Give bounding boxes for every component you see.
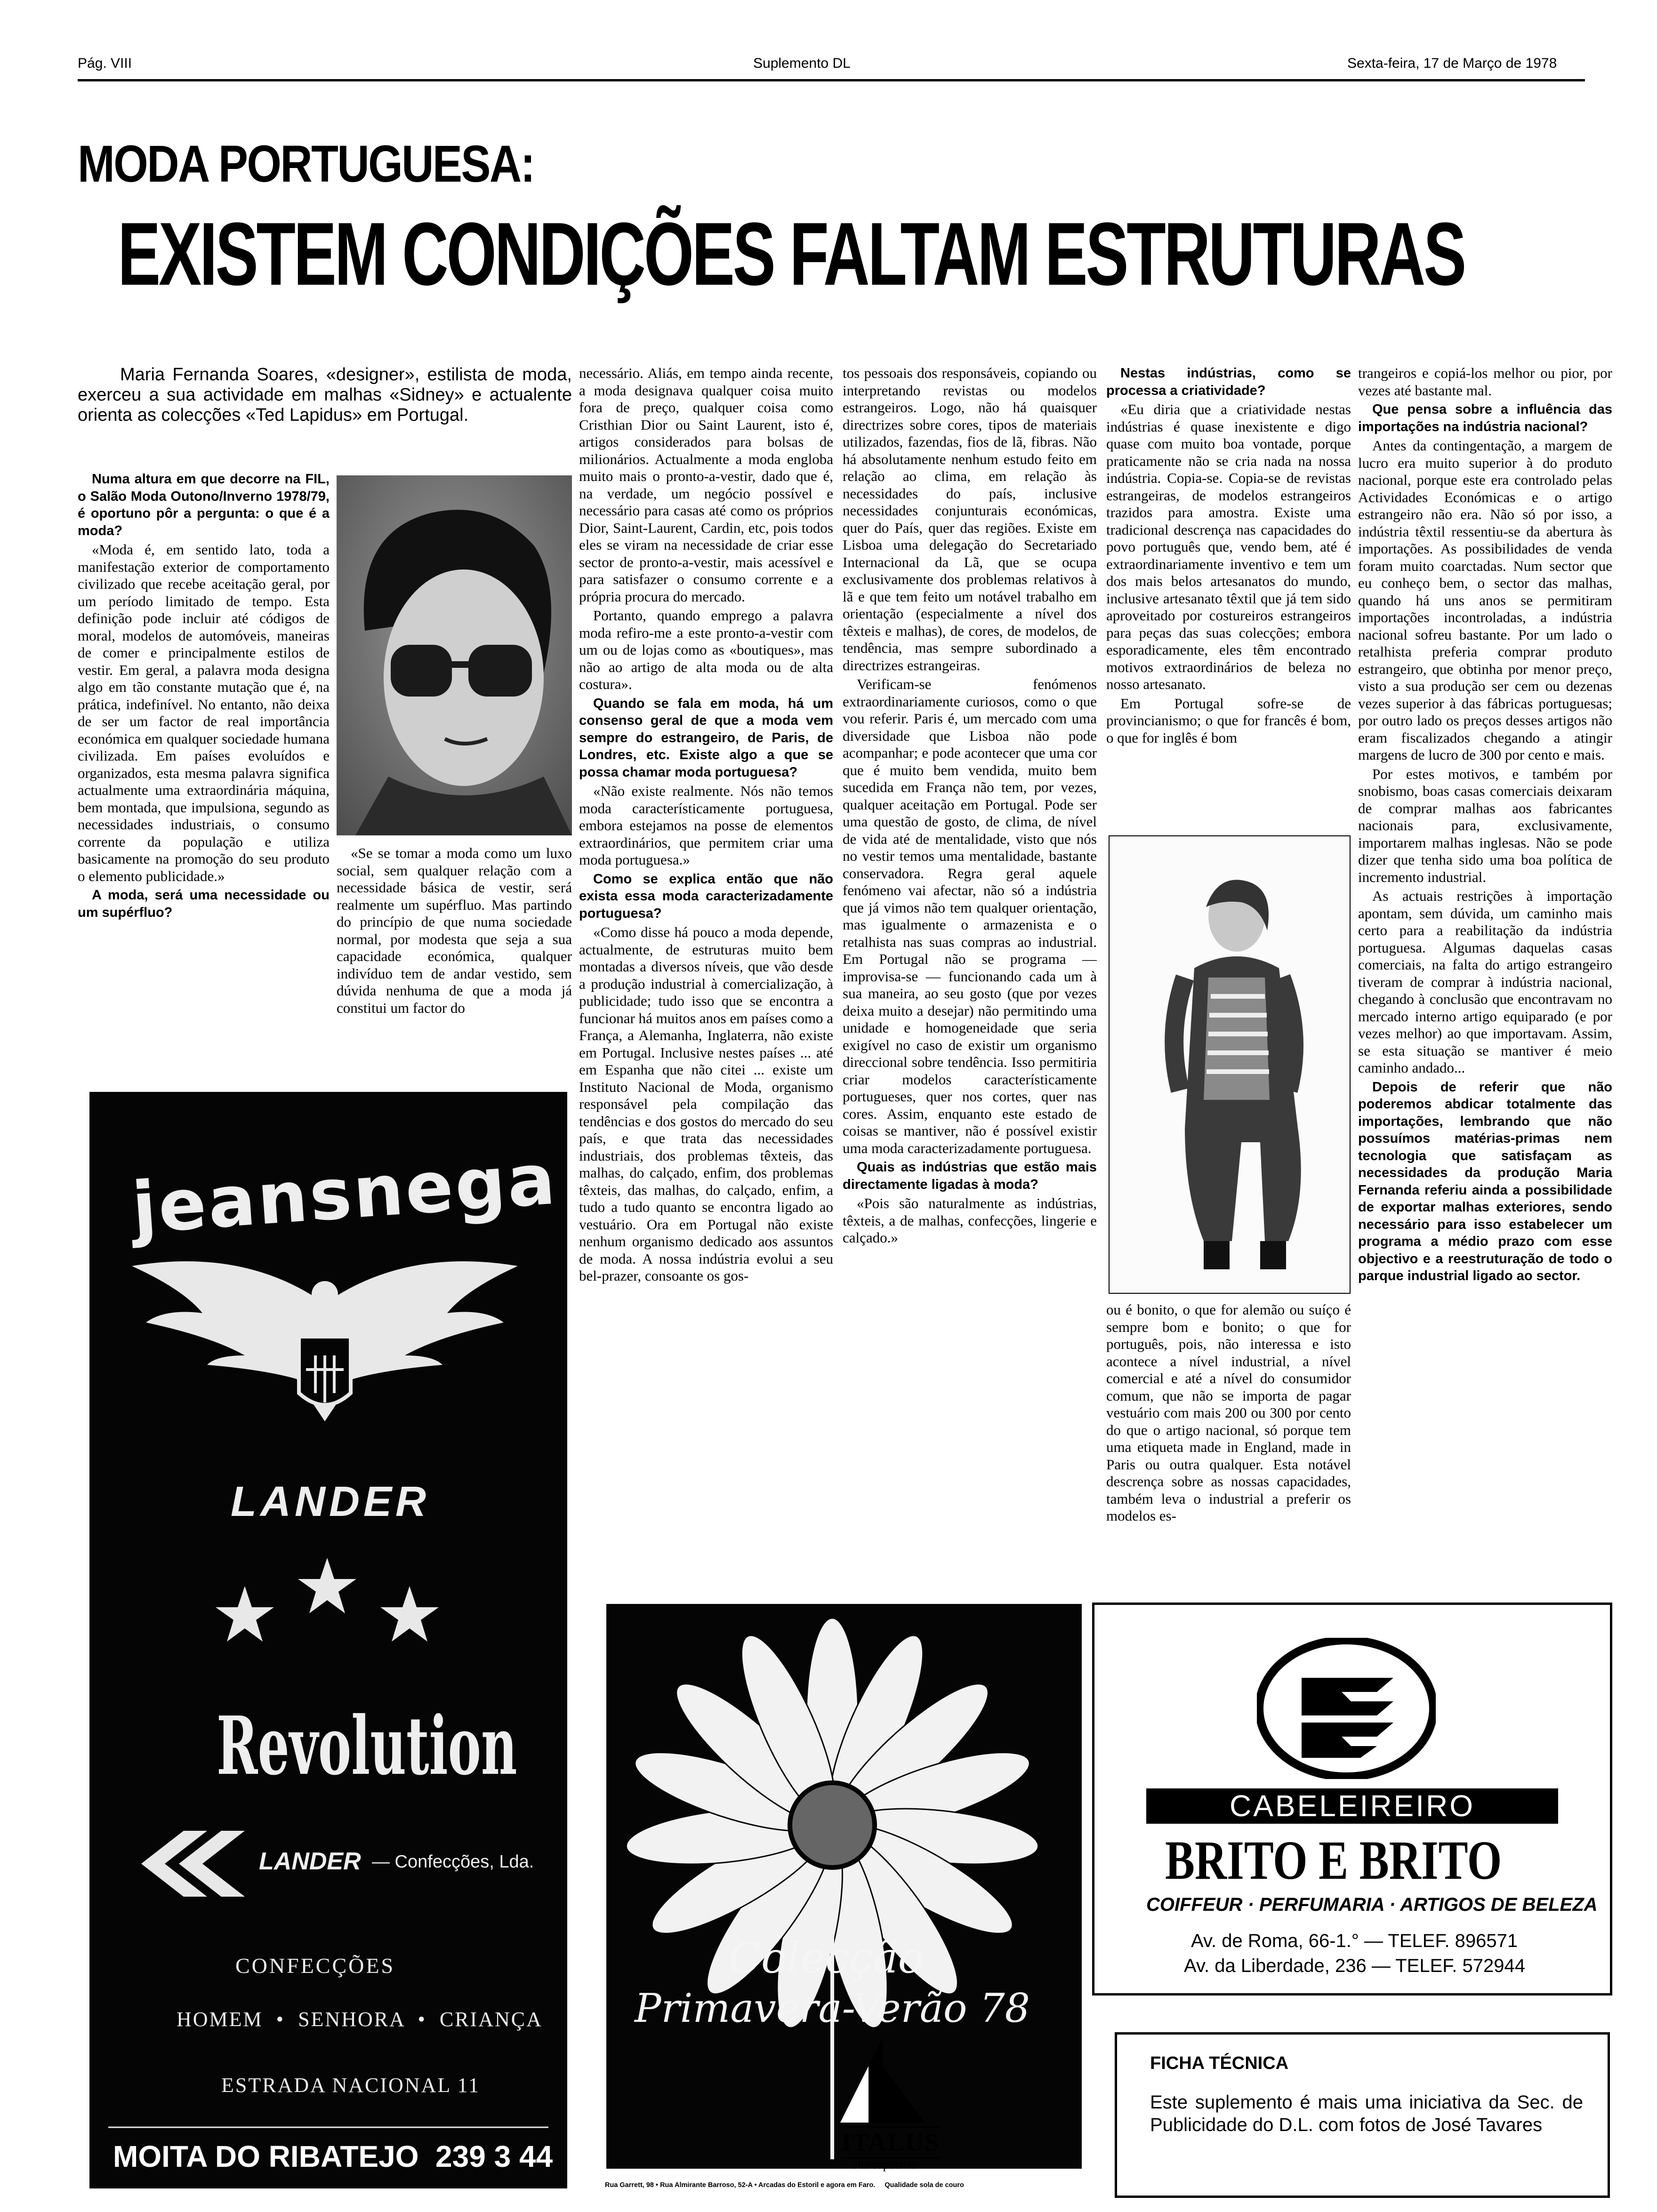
credits-text: Este suplemento é mais uma iniciativa da Sec. de Publicidade do D.L. com fotos de José Tavares xyxy=(1150,2092,1583,2135)
lander-wordmark-small: LANDER xyxy=(259,1848,361,1875)
article-column-2 xyxy=(337,845,572,1052)
credits-title: FICHA TÉCNICA xyxy=(1150,2053,1289,2073)
interview-question: Como se explica então que não exista essa moda caracterizadamente portuguesa? xyxy=(579,871,833,921)
salon-category-banner: CABELEIREIRO xyxy=(1146,1788,1558,1824)
address-road: ESTRADA NACIONAL 11 xyxy=(221,2074,480,2097)
article-paragraph: Portanto, quando emprego a palavra moda refiro-me a este pronto-a-vestir com um ou de lojas como as «boutiques», mas não ao artigo de alta moda ou de alta costura». xyxy=(579,607,833,692)
salon-monogram-icon xyxy=(1257,1638,1436,1779)
credits-box xyxy=(1115,2032,1610,2198)
interview-question: Quais as indústrias que estão mais directamente ligadas à moda? xyxy=(843,1160,1097,1192)
article-column-5-bottom xyxy=(1106,1301,1351,1565)
article-column-5-top xyxy=(1106,365,1351,826)
italus-tagline: alta sapataria xyxy=(852,2158,917,2172)
header-rule xyxy=(78,79,1585,81)
article-column-4 xyxy=(843,365,1097,1588)
lander-logo-icon xyxy=(141,1831,245,1897)
article-paragraph: Antes da contingentação, a margem de lucro era muito superior à do produto nacional, porque este era controlado pelas Actividades Económicas e o artigo estrangeiro não era. Não só por isso, a indústria têxtil ressentiu-se da abertura às importações. As possibilidades de venda foram muito coarctadas. Num sector que eu conheço bem, o sector das malhas, quando há uns anos se permitiram importações incontroladas, a indústria nacional sofreu bastante. Por um lado o retalhista preferia comprar produto estrangeiro, que obtinha por menor preço, visto a sua produção ser cem ou dezenas vezes superior à das fábricas portuguesas; por outro lado os preços desses artigos não eram fiscalizados chegando a atingir margens de lucro de 300 por cento e mais. xyxy=(1358,437,1612,763)
supplement-label: Suplemento DL xyxy=(753,56,851,71)
star-icons xyxy=(216,1558,439,1642)
ad-jeans xyxy=(89,1092,567,2188)
interview-question: Depois de referir que não poderemos abdicar totalmente das importações, lembrando que não possuímos matérias-primas nem tecnologia que satisfaçam as necessidades da produção Maria Fernanda referiu ainda a possibilidade de exportar malhas exteriores, sendo necessário para isso estabelecer um programa a médio prazo com esse objectivo e a reestruturação de todo o parque industrial ligado ao sector. xyxy=(1358,1079,1612,1283)
interview-question: Que pensa sobre a influência das importações na indústria nacional? xyxy=(1358,402,1612,434)
article-column-1 xyxy=(78,471,330,1050)
salon-address-1: Av. de Roma, 66-1.° — TELEF. 896571 xyxy=(1191,1931,1518,1951)
lander-wordmark: LANDER xyxy=(231,1478,430,1525)
article-paragraph: necessário. Aliás, em tempo ainda recente, a moda designava qualquer coisa muito fora de preço, qualquer coisa como Cristhian Dior ou Saint Laurent, isto é, artigos considerados para bolsas de milionários. Actualmente a moda engloba muito mais o pronto-a-vestir, dado que é, na verdade, um negócio possível e necessário para casas até como os próprios Dior, Saint-Laurent, Cardin, etc, pois todos eles se viram na necessidade de criar esse sector de pronto-a-vestir, mais acessível e para satisfazer o consumo corrente e a própria procura do mercado. xyxy=(579,365,833,605)
revolution-wordmark: Revolution xyxy=(217,1699,517,1793)
article-paragraph: ou é bonito, o que for alemão ou suíço é sempre bom e bonito; o que for português, pois, não interessa e isto acontece a nível industrial, a nível comercial e até a nível do consumidor comum, que não se importa de pagar vestuário com mais 200 ou 300 por cento do que o artigo nacional, só porque tem uma etiqueta made in England, made in Paris ou outra qualquer. Esta notável descrença sobre as nossas capacidades, também leva o industrial a preferir os modelos es- xyxy=(1106,1301,1351,1524)
ad-salon xyxy=(1092,1603,1612,1996)
company-name: — Confecções, Lda. xyxy=(372,1852,534,1872)
issue-date: Sexta-feira, 17 de Março de 1978 xyxy=(1347,56,1557,71)
portrait-photo xyxy=(337,475,572,835)
article-paragraph: Verificam-se fenómenos extraordinariamente curiosos, como o que vou referir. Paris é, um mercado com uma diversidade que Lisboa não pode acompanhar; e pode acontecer que uma cor que é muito bem vendida, muito bem sucedida em França não tem, por vezes, qualquer aceitação em Portugal. Pode ser uma questão de gosto, de clima, de nível de vida até de mentalidade, visto que nós no vestir temos uma mentalidade, bastante conservadora. Regra geral aquele fenómeno vai afectar, não só a indústria que já vimos não tem qualquer orientação, mas igualmente o armazenista e o retalhista nas suas compras ao industrial. Em Portugal não se programa — improvisa-se — funcionando cada um à sua maneira, ao seu gosto (que por vezes deixa muito a desejar) não permitindo uma unidade e homogeneidade que seria exigível no caso de existir um organismo direccional sobre tendência. Isso permitiria criar modelos característicamente portugueses, quer nos cortes, quer nas cores. Assim, enquanto este estado de coisas se mantiver, não é possível existir uma moda caracterizadamente portuguesa. xyxy=(843,676,1097,1156)
interview-question: Numa altura em que decorre na FIL, o Salão Moda Outono/Inverno 1978/79, é oportuno pôr a pergunta: o que é a moda? xyxy=(78,472,330,538)
eagle-emblem-icon xyxy=(132,1261,518,1421)
article-paragraph: «Se se tomar a moda como um luxo social, sem qualquer relação com a necessidade básica de vestir, será realmente um supérfluo. Mas partindo do princípio de que numa sociedade normal, por modesta que seja a sua capacidade económica, qualquer indivíduo tem de andar vestido, sem dúvida nenhuma de que a moda já constitui um factor do xyxy=(337,845,572,1016)
article-paragraph: «Não existe realmente. Nós não temos moda característicamente portuguesa, embora estejamos na posse de elementos extraordinários, que permitem criar uma moda portuguesa.» xyxy=(579,783,833,868)
jeans-brand-script: jeansnega xyxy=(129,1138,560,1250)
article-paragraph: As actuais restrições à importação apontam, sem dúvida, um caminho mais certo para a reabilitação da indústria portuguesa. Algumas daquelas casas comerciais, na falta do artigo estrangeiro tiveram de comprar à indústria nacional, chegando à conclusão que encontravam no mercado interno artigo equiparado (e por vezes melhor) ao que importavam. Assim, se esta situação se mantiver é meio caminho andado... xyxy=(1358,888,1612,1076)
interview-question: Nestas indústrias, como se processa a criatividade? xyxy=(1106,366,1351,398)
article-column-3 xyxy=(579,365,833,1588)
interview-question: A moda, será uma necessidade ou um supérfluo? xyxy=(78,888,330,920)
article-paragraph: «Como disse há pouco a moda depende, actualmente, de estruturas muito bem montadas a diversos níveis, que vão desde a produção industrial à comercialização, à publicidade; tudo isso que se encontra a funcionar há muitos anos em países como a França, a Alemanha, Inglaterra, não existe em Portugal. Inclusive nestes países ... até em Espanha que não citei ... existe um Instituto Nacional de Moda, organismo responsável pela compilação das tendências e dos gostos do mercado do seu país, e que trata das necessidades industriais, dos problemas têxteis, das malhas, do calçado, enfim, dos problemas têxteis, das malhas, do calçado, enfim, a tudo a tudo quanto se encontra ligado ao vestuário. Ora em Portugal não existe nenhum organismo dedicado aos assuntos de moda. A nossa indústria evolui a seu bel-prazer, consoante os gos- xyxy=(579,924,833,1284)
article-paragraph: tos pessoais dos responsáveis, copiando ou interpretando revistas ou modelos estrangeiros. Logo, não há quaisquer directrizes sobre cores, tipos de materiais utilizados, fazendas, fios de lã, fibras. Não há absolutamente nenhum estudo feito em relação ao clima, em relação às necessidades do país, inclusive necessidades conjunturais económicas, quer do País, quer das regiões. Existe em Lisboa uma delegação do Secretariado Internacional da Lã, que se ocupa exclusivamente dos problemas relativos à lã e que tem feito um notável trabalho em orientação (especialmente a nível dos têxteis e malhas), de cores, de modelos, de tendência, mas sempre subordinado a directrizes estrangeiras. xyxy=(843,365,1097,673)
salon-address-2: Av. da Liberdade, 236 — TELEF. 572944 xyxy=(1184,1956,1525,1976)
target-audiences: HOMEM • SENHORA • CRIANÇA xyxy=(177,2008,543,2031)
article-column-6 xyxy=(1358,365,1612,1588)
article-paragraph: Por estes motivos, e também por snobismo, boas casas comerciais deixaram de comprar malhas aos fabricantes nacionais para, exclusivamente, importarem malhas inglesas. Não se pode dizer que tenha sido uma boa política de incremento industrial. xyxy=(1358,765,1612,885)
article-paragraph: «Moda é, em sentido lato, toda a manifestação exterior de comportamento civilizado que recebe aceitação geral, por um período limitado de tempo. Esta definição pode incluir até códigos de moral, modelos de automóveis, maneiras de comer e principalmente estilos de vestir. Em geral, a palavra moda designa algo em tão constante mutação que é, na prática, indefinível. No entanto, não deixa de ser um factor de real importância económica em qualquer sociedade humana civilizada. Em países evoluídos e organizados, esta mesma palavra significa actualmente uma extraordinária máquina, bem montada, que impulsiona, segundo as necessidades industriais, o consumo corrente da população e utiliza basicamente na promoção do seu produto o elemento publicidade.» xyxy=(78,541,330,884)
italus-addresses: Rua Garrett, 98 • Rua Almirante Barroso, 52-A • Arcadas do Estoril e agora em Faro. Qualidade sola de couro xyxy=(605,2181,964,2189)
article-paragraph: trangeiros e copiá-los melhor ou pior, por vezes até bastante mal. xyxy=(1358,365,1612,399)
italus-brand: ITALUS xyxy=(841,2126,940,2158)
model-photo xyxy=(1109,835,1351,1294)
page-number: Pág. VIII xyxy=(78,56,132,71)
ad-location-phone: MOITA DO RIBATEJO 239 3 44 xyxy=(113,2140,553,2173)
collection-season: Primavera-Verão 78 xyxy=(635,1985,1030,2031)
article-paragraph: Em Portugal sofre-se de provincianismo; o que for francês é bom, o que for inglês é bom xyxy=(1106,695,1351,746)
confeccoes-label: CONFECÇÕES xyxy=(235,1954,395,1978)
salon-name: BRITO E BRITO xyxy=(1165,1829,1502,1891)
article-lead: Maria Fernanda Soares, «designer», estilista de moda, exerceu a sua actividade em malhas «Sidney» e actualente orienta as colecções «Ted Lapidus» em Portugal. xyxy=(78,365,572,425)
article-headline: EXISTEM CONDIÇÕES FALTAM ESTRUTURAS xyxy=(118,204,1465,304)
interview-question: Quando se fala em moda, há um consenso geral de que a moda vem sempre do estrangeiro, de Paris, de Londres, etc. Existe algo a que se possa chamar moda portuguesa? xyxy=(579,696,833,780)
article-paragraph: «Eu diria que a criatividade nestas indústrias é quase inexistente e digo quase com muito boa vontade, porque praticamente não se cria nada na nossa indústria. Copia-se. Copia-se de revistas estrangeiras, de modelos estrangeiros trazidos para amostra. Existe uma tradicional descrença nas capacidades do povo português que, vendo bem, até é extraordinariamente inventivo e tem um dos mais belos artesanatos do mundo, inclusive artesanato têxtil que já tem sido aproveitado por costureiros estrangeiros para peças das suas colecções; embora esporadicamente, eles têm encontrado motivos extraordinários de beleza no nosso artesanato. xyxy=(1106,401,1351,692)
article-paragraph: «Pois são naturalmente as indústrias, têxteis, a de malhas, confecções, lingerie e calçado.» xyxy=(843,1195,1097,1246)
article-kicker: MODA PORTUGUESA: xyxy=(78,135,534,193)
italus-logo-icon xyxy=(840,2038,925,2123)
salon-services: COIFFEUR · PERFUMARIA · ARTIGOS DE BELEZA xyxy=(1146,1894,1598,1915)
collection-title: Colecção xyxy=(729,1933,924,1983)
